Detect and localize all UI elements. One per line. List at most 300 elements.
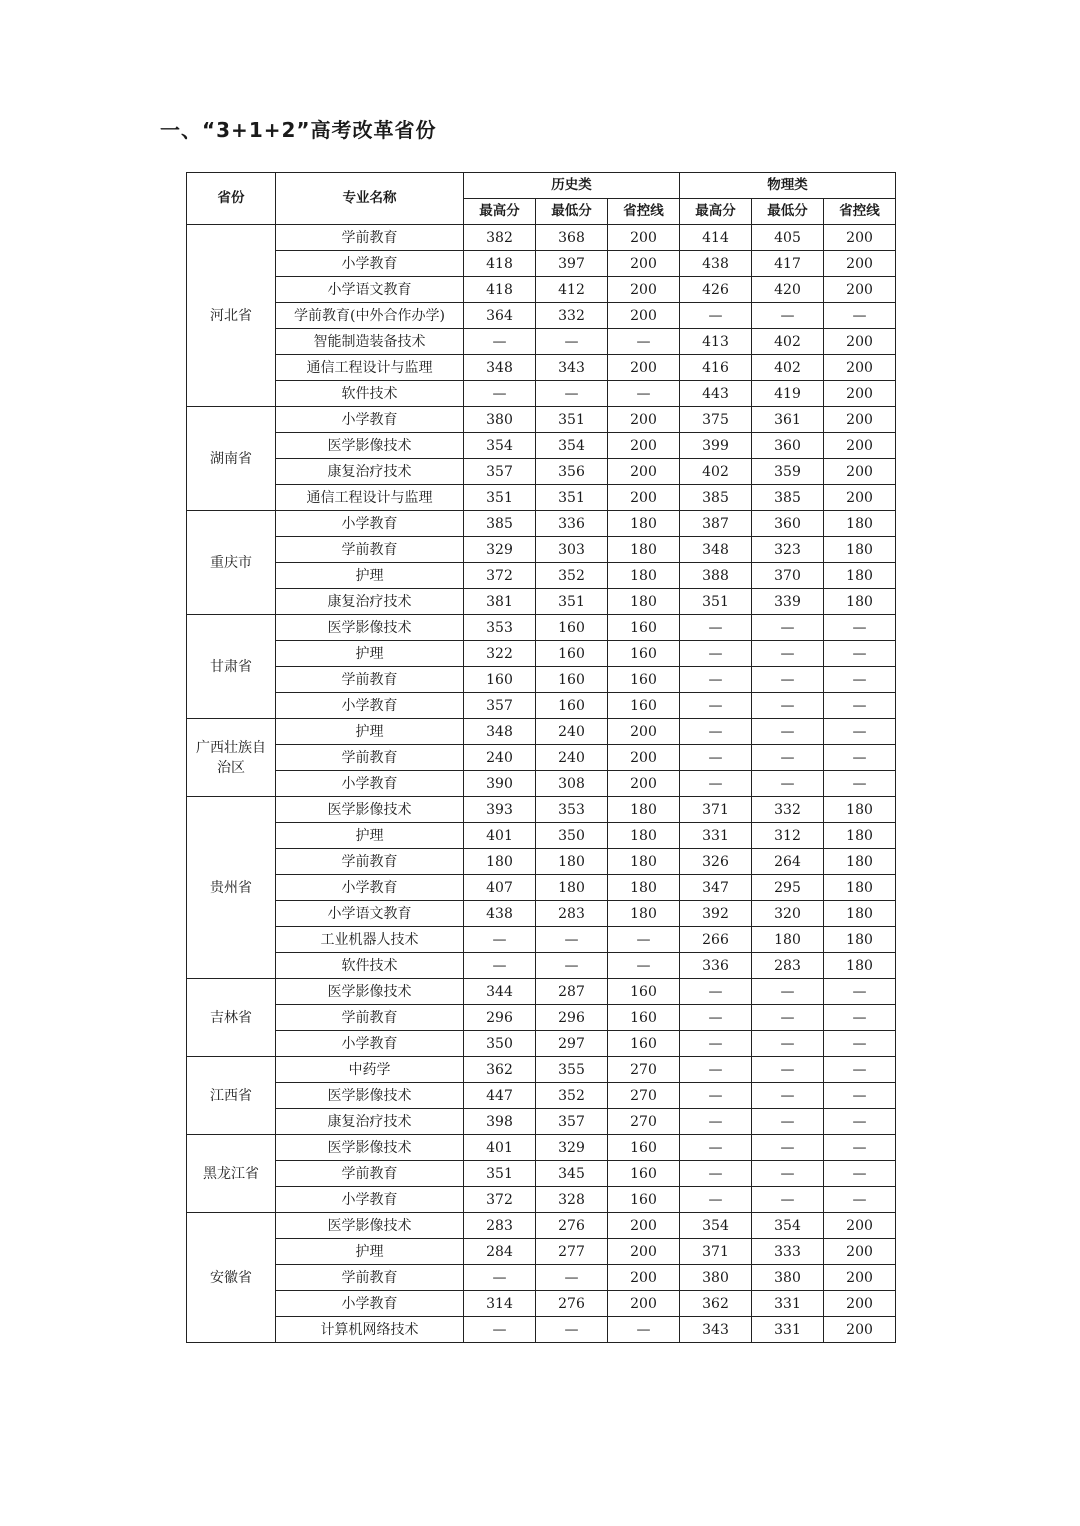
- table-row: [187, 251, 896, 277]
- physics-min: —: [752, 1005, 824, 1031]
- physics-control-line: —: [824, 1083, 896, 1109]
- physics-max: 380: [680, 1265, 752, 1291]
- physics-min: 420: [752, 277, 824, 303]
- physics-min: —: [752, 979, 824, 1005]
- history-min: 277: [536, 1239, 608, 1265]
- history-control-line: 200: [608, 1291, 680, 1317]
- physics-min: 331: [752, 1291, 824, 1317]
- history-min: —: [536, 927, 608, 953]
- history-max: 438: [464, 901, 536, 927]
- header-history-min: 最低分: [536, 199, 608, 225]
- province-name: 甘肃省: [187, 615, 276, 719]
- header-history-max: 最高分: [464, 199, 536, 225]
- physics-control-line: —: [824, 1161, 896, 1187]
- major-name: 小学教育: [276, 511, 464, 537]
- province-name: 安徽省: [187, 1213, 276, 1343]
- physics-max: 392: [680, 901, 752, 927]
- table-row: [187, 823, 896, 849]
- history-control-line: 200: [608, 433, 680, 459]
- major-name: 小学教育: [276, 771, 464, 797]
- history-min: 160: [536, 615, 608, 641]
- physics-control-line: 200: [824, 407, 896, 433]
- table-row: [187, 641, 896, 667]
- physics-max: 371: [680, 797, 752, 823]
- physics-control-line: —: [824, 693, 896, 719]
- major-name: 医学影像技术: [276, 1083, 464, 1109]
- physics-max: —: [680, 1031, 752, 1057]
- physics-max: 438: [680, 251, 752, 277]
- physics-max: —: [680, 1135, 752, 1161]
- table-row: [187, 615, 896, 641]
- province-name: 重庆市: [187, 511, 276, 615]
- table-row: [187, 1291, 896, 1317]
- physics-min: 283: [752, 953, 824, 979]
- physics-max: 402: [680, 459, 752, 485]
- physics-min: —: [752, 1031, 824, 1057]
- history-min: 283: [536, 901, 608, 927]
- history-control-line: 160: [608, 1005, 680, 1031]
- table-row: [187, 1265, 896, 1291]
- history-control-line: 200: [608, 459, 680, 485]
- physics-max: —: [680, 1109, 752, 1135]
- history-control-line: 160: [608, 1161, 680, 1187]
- physics-min: —: [752, 1161, 824, 1187]
- physics-max: 354: [680, 1213, 752, 1239]
- history-min: 397: [536, 251, 608, 277]
- major-name: 通信工程设计与监理: [276, 355, 464, 381]
- history-max: 364: [464, 303, 536, 329]
- history-min: 160: [536, 667, 608, 693]
- history-control-line: 200: [608, 1265, 680, 1291]
- major-name: 小学教育: [276, 251, 464, 277]
- history-min: 351: [536, 589, 608, 615]
- major-name: 学前教育: [276, 849, 464, 875]
- history-min: 329: [536, 1135, 608, 1161]
- physics-control-line: —: [824, 1005, 896, 1031]
- physics-max: 399: [680, 433, 752, 459]
- physics-control-line: 180: [824, 927, 896, 953]
- history-control-line: 180: [608, 797, 680, 823]
- physics-min: 295: [752, 875, 824, 901]
- table-row: [187, 589, 896, 615]
- history-max: —: [464, 329, 536, 355]
- major-name: 医学影像技术: [276, 1135, 464, 1161]
- header-physics-group: 物理类: [680, 173, 896, 199]
- physics-min: —: [752, 719, 824, 745]
- header-major: 专业名称: [276, 173, 464, 225]
- history-max: 240: [464, 745, 536, 771]
- table-row: [187, 1239, 896, 1265]
- table-row: [187, 485, 896, 511]
- history-control-line: —: [608, 953, 680, 979]
- history-max: 447: [464, 1083, 536, 1109]
- header-history-group: 历史类: [464, 173, 680, 199]
- table-row: [187, 745, 896, 771]
- physics-control-line: 180: [824, 875, 896, 901]
- table-row: [187, 1057, 896, 1083]
- table-row: [187, 875, 896, 901]
- physics-control-line: 200: [824, 381, 896, 407]
- physics-control-line: 180: [824, 901, 896, 927]
- history-control-line: 270: [608, 1109, 680, 1135]
- major-name: 康复治疗技术: [276, 1109, 464, 1135]
- physics-max: 388: [680, 563, 752, 589]
- history-min: 287: [536, 979, 608, 1005]
- history-control-line: 200: [608, 251, 680, 277]
- history-max: 296: [464, 1005, 536, 1031]
- history-min: —: [536, 1265, 608, 1291]
- major-name: 小学教育: [276, 407, 464, 433]
- history-control-line: 160: [608, 667, 680, 693]
- history-max: 362: [464, 1057, 536, 1083]
- physics-control-line: 200: [824, 1239, 896, 1265]
- history-control-line: 160: [608, 979, 680, 1005]
- history-control-line: 200: [608, 1239, 680, 1265]
- history-max: 329: [464, 537, 536, 563]
- history-min: 160: [536, 693, 608, 719]
- table-row: [187, 563, 896, 589]
- physics-control-line: 200: [824, 433, 896, 459]
- history-min: 354: [536, 433, 608, 459]
- province-name: 贵州省: [187, 797, 276, 979]
- table-row: [187, 901, 896, 927]
- history-max: 160: [464, 667, 536, 693]
- history-control-line: 180: [608, 511, 680, 537]
- physics-control-line: 200: [824, 355, 896, 381]
- history-max: —: [464, 927, 536, 953]
- header-physics-max: 最高分: [680, 199, 752, 225]
- major-name: 计算机网络技术: [276, 1317, 464, 1343]
- history-control-line: —: [608, 1317, 680, 1343]
- major-name: 小学教育: [276, 1031, 464, 1057]
- physics-control-line: 200: [824, 277, 896, 303]
- major-name: 学前教育: [276, 667, 464, 693]
- major-name: 软件技术: [276, 953, 464, 979]
- history-max: 357: [464, 693, 536, 719]
- physics-min: 320: [752, 901, 824, 927]
- history-min: 180: [536, 875, 608, 901]
- history-max: 322: [464, 641, 536, 667]
- table-row: [187, 1161, 896, 1187]
- table-row: [187, 1083, 896, 1109]
- history-min: 332: [536, 303, 608, 329]
- physics-max: —: [680, 719, 752, 745]
- major-name: 小学教育: [276, 1187, 464, 1213]
- physics-max: —: [680, 979, 752, 1005]
- physics-min: 264: [752, 849, 824, 875]
- history-min: 303: [536, 537, 608, 563]
- physics-control-line: 180: [824, 953, 896, 979]
- table-row: [187, 979, 896, 1005]
- physics-min: 332: [752, 797, 824, 823]
- history-max: 354: [464, 433, 536, 459]
- physics-control-line: —: [824, 615, 896, 641]
- history-max: 344: [464, 979, 536, 1005]
- section-heading: 一、“3+1+2”高考改革省份: [160, 118, 437, 142]
- physics-min: 323: [752, 537, 824, 563]
- history-max: —: [464, 953, 536, 979]
- physics-control-line: 200: [824, 485, 896, 511]
- physics-control-line: 180: [824, 823, 896, 849]
- physics-max: 347: [680, 875, 752, 901]
- table-row: [187, 225, 896, 251]
- history-control-line: 200: [608, 407, 680, 433]
- physics-max: —: [680, 667, 752, 693]
- physics-min: 402: [752, 355, 824, 381]
- major-name: 学前教育: [276, 225, 464, 251]
- history-min: 368: [536, 225, 608, 251]
- header-history-control-line: 省控线: [608, 199, 680, 225]
- header-province: 省份: [187, 173, 276, 225]
- header-physics-min: 最低分: [752, 199, 824, 225]
- history-max: 283: [464, 1213, 536, 1239]
- physics-min: 354: [752, 1213, 824, 1239]
- major-name: 智能制造装备技术: [276, 329, 464, 355]
- table-row: [187, 849, 896, 875]
- physics-control-line: 180: [824, 589, 896, 615]
- physics-max: 343: [680, 1317, 752, 1343]
- physics-control-line: —: [824, 979, 896, 1005]
- major-name: 医学影像技术: [276, 433, 464, 459]
- physics-min: —: [752, 641, 824, 667]
- physics-min: 360: [752, 511, 824, 537]
- history-min: 356: [536, 459, 608, 485]
- history-max: 381: [464, 589, 536, 615]
- major-name: 小学教育: [276, 1291, 464, 1317]
- physics-control-line: 200: [824, 1213, 896, 1239]
- physics-max: 326: [680, 849, 752, 875]
- history-control-line: 200: [608, 1213, 680, 1239]
- history-min: 308: [536, 771, 608, 797]
- physics-min: 419: [752, 381, 824, 407]
- physics-min: 312: [752, 823, 824, 849]
- physics-max: —: [680, 1005, 752, 1031]
- history-max: 353: [464, 615, 536, 641]
- physics-control-line: 180: [824, 849, 896, 875]
- history-max: 372: [464, 1187, 536, 1213]
- table-row: [187, 433, 896, 459]
- physics-min: —: [752, 1109, 824, 1135]
- history-min: 276: [536, 1213, 608, 1239]
- physics-min: 359: [752, 459, 824, 485]
- physics-control-line: —: [824, 1109, 896, 1135]
- physics-control-line: 200: [824, 225, 896, 251]
- physics-max: 426: [680, 277, 752, 303]
- physics-control-line: —: [824, 1057, 896, 1083]
- physics-control-line: —: [824, 719, 896, 745]
- history-min: 160: [536, 641, 608, 667]
- history-max: 314: [464, 1291, 536, 1317]
- physics-min: —: [752, 667, 824, 693]
- history-max: 393: [464, 797, 536, 823]
- province-name: 黑龙江省: [187, 1135, 276, 1213]
- table-row: [187, 537, 896, 563]
- history-control-line: 200: [608, 303, 680, 329]
- major-name: 护理: [276, 1239, 464, 1265]
- physics-control-line: —: [824, 1135, 896, 1161]
- history-control-line: 180: [608, 823, 680, 849]
- major-name: 软件技术: [276, 381, 464, 407]
- history-control-line: 180: [608, 537, 680, 563]
- physics-min: 405: [752, 225, 824, 251]
- history-max: 350: [464, 1031, 536, 1057]
- history-min: 336: [536, 511, 608, 537]
- major-name: 护理: [276, 563, 464, 589]
- history-control-line: 160: [608, 693, 680, 719]
- history-max: —: [464, 1317, 536, 1343]
- history-min: 343: [536, 355, 608, 381]
- table-row: [187, 459, 896, 485]
- physics-max: 443: [680, 381, 752, 407]
- table-row: [187, 407, 896, 433]
- history-control-line: 270: [608, 1057, 680, 1083]
- history-min: 240: [536, 719, 608, 745]
- history-min: 352: [536, 1083, 608, 1109]
- history-max: —: [464, 1265, 536, 1291]
- history-max: 418: [464, 251, 536, 277]
- history-control-line: 160: [608, 1135, 680, 1161]
- major-name: 学前教育: [276, 1005, 464, 1031]
- history-min: —: [536, 329, 608, 355]
- physics-max: 348: [680, 537, 752, 563]
- history-min: 297: [536, 1031, 608, 1057]
- major-name: 护理: [276, 719, 464, 745]
- history-control-line: 200: [608, 225, 680, 251]
- history-min: 296: [536, 1005, 608, 1031]
- physics-min: —: [752, 615, 824, 641]
- history-min: 351: [536, 407, 608, 433]
- history-min: 350: [536, 823, 608, 849]
- history-min: 240: [536, 745, 608, 771]
- physics-min: —: [752, 771, 824, 797]
- major-name: 康复治疗技术: [276, 459, 464, 485]
- physics-max: 371: [680, 1239, 752, 1265]
- table-row: [187, 1187, 896, 1213]
- major-name: 学前教育: [276, 537, 464, 563]
- physics-min: —: [752, 303, 824, 329]
- history-min: —: [536, 953, 608, 979]
- history-max: 348: [464, 719, 536, 745]
- history-max: —: [464, 381, 536, 407]
- physics-max: —: [680, 745, 752, 771]
- physics-control-line: 180: [824, 563, 896, 589]
- major-name: 小学教育: [276, 693, 464, 719]
- physics-control-line: —: [824, 745, 896, 771]
- table-row: [187, 1109, 896, 1135]
- history-control-line: 200: [608, 277, 680, 303]
- history-control-line: 180: [608, 563, 680, 589]
- physics-max: 266: [680, 927, 752, 953]
- table-row: [187, 511, 896, 537]
- major-name: 医学影像技术: [276, 615, 464, 641]
- history-min: 353: [536, 797, 608, 823]
- physics-control-line: 200: [824, 329, 896, 355]
- history-control-line: 160: [608, 641, 680, 667]
- history-control-line: 200: [608, 485, 680, 511]
- physics-max: —: [680, 615, 752, 641]
- physics-control-line: —: [824, 303, 896, 329]
- history-max: 401: [464, 1135, 536, 1161]
- history-max: 401: [464, 823, 536, 849]
- table-row: [187, 381, 896, 407]
- physics-control-line: 200: [824, 1317, 896, 1343]
- table-row: [187, 1135, 896, 1161]
- physics-control-line: 180: [824, 797, 896, 823]
- history-max: 407: [464, 875, 536, 901]
- history-max: 418: [464, 277, 536, 303]
- province-name: 江西省: [187, 1057, 276, 1135]
- physics-min: —: [752, 1187, 824, 1213]
- history-control-line: 180: [608, 589, 680, 615]
- history-max: 398: [464, 1109, 536, 1135]
- major-name: 中药学: [276, 1057, 464, 1083]
- history-control-line: 270: [608, 1083, 680, 1109]
- history-min: 328: [536, 1187, 608, 1213]
- table-row: [187, 797, 896, 823]
- history-max: 385: [464, 511, 536, 537]
- history-control-line: 180: [608, 901, 680, 927]
- physics-max: —: [680, 641, 752, 667]
- physics-max: 375: [680, 407, 752, 433]
- physics-max: 416: [680, 355, 752, 381]
- history-control-line: 200: [608, 355, 680, 381]
- physics-max: 414: [680, 225, 752, 251]
- physics-control-line: 180: [824, 537, 896, 563]
- physics-control-line: 200: [824, 1265, 896, 1291]
- major-name: 小学语文教育: [276, 277, 464, 303]
- table-row: [187, 1031, 896, 1057]
- physics-control-line: —: [824, 641, 896, 667]
- major-name: 工业机器人技术: [276, 927, 464, 953]
- history-min: 352: [536, 563, 608, 589]
- physics-min: 402: [752, 329, 824, 355]
- physics-max: 385: [680, 485, 752, 511]
- physics-min: 331: [752, 1317, 824, 1343]
- history-min: 345: [536, 1161, 608, 1187]
- history-max: 348: [464, 355, 536, 381]
- history-max: 284: [464, 1239, 536, 1265]
- physics-min: —: [752, 1135, 824, 1161]
- major-name: 医学影像技术: [276, 979, 464, 1005]
- table-row: [187, 693, 896, 719]
- table-row: [187, 329, 896, 355]
- province-name: 吉林省: [187, 979, 276, 1057]
- major-name: 小学语文教育: [276, 901, 464, 927]
- history-control-line: 160: [608, 615, 680, 641]
- history-control-line: —: [608, 927, 680, 953]
- physics-min: —: [752, 1083, 824, 1109]
- history-min: 276: [536, 1291, 608, 1317]
- major-name: 学前教育: [276, 1161, 464, 1187]
- physics-max: 362: [680, 1291, 752, 1317]
- history-max: 351: [464, 1161, 536, 1187]
- history-max: 380: [464, 407, 536, 433]
- physics-min: —: [752, 1057, 824, 1083]
- province-name: 广西壮族自治区: [187, 719, 276, 797]
- physics-min: 370: [752, 563, 824, 589]
- physics-min: 339: [752, 589, 824, 615]
- physics-control-line: —: [824, 771, 896, 797]
- table-row: [187, 1005, 896, 1031]
- physics-min: 333: [752, 1239, 824, 1265]
- major-name: 学前教育: [276, 745, 464, 771]
- header-physics-control-line: 省控线: [824, 199, 896, 225]
- history-max: 351: [464, 485, 536, 511]
- physics-min: 361: [752, 407, 824, 433]
- major-name: 学前教育(中外合作办学): [276, 303, 464, 329]
- history-control-line: 160: [608, 1187, 680, 1213]
- physics-min: 385: [752, 485, 824, 511]
